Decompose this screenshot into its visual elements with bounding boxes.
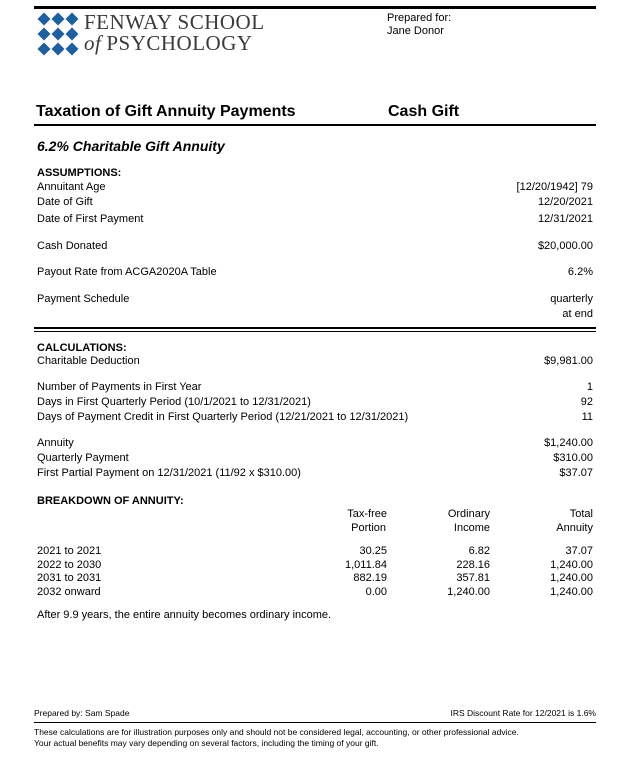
- section-rule-bottom: [34, 331, 596, 332]
- disclaimer-line1: These calculations are for illustration purposes only and should not be considered legal, accounting, or other professional advice.: [34, 727, 519, 737]
- partial-value: $37.07: [559, 467, 593, 479]
- date-of-gift-value: 12/20/2021: [537, 196, 593, 208]
- breakdown-ordinary: 228.16: [456, 558, 490, 571]
- breakdown-total: 1,240.00: [550, 558, 593, 571]
- logo-line1: FENWAY SCHOOL: [84, 10, 265, 34]
- calculations-heading: CALCULATIONS:: [37, 342, 127, 354]
- breakdown-ordinary: 6.82: [468, 545, 490, 557]
- breakdown-ordinary: 1,240.00: [447, 585, 490, 598]
- breakdown-ordinary: 357.81: [456, 572, 490, 584]
- prepared-for-label: Prepared for:: [387, 12, 452, 24]
- disclaimer-line2: Your actual benefits may vary depending on several factors, including the timing of your gift.: [34, 738, 379, 748]
- payout-rate-label: Payout Rate from ACGA2020A Table: [37, 266, 217, 278]
- breakdown-taxfree: 0.00: [365, 585, 387, 598]
- col-total-header1: Total: [569, 508, 593, 520]
- irs-discount-rate: IRS Discount Rate for 12/2021 is 1.6%: [450, 708, 596, 718]
- prepared-for-name: Jane Donor: [387, 25, 444, 37]
- prepared-by: Prepared by: Sam Spade: [34, 708, 130, 718]
- breakdown-note: After 9.9 years, the entire annuity becomes ordinary income.: [37, 609, 332, 621]
- num-payments-label: Number of Payments in First Year: [37, 381, 202, 393]
- num-payments-value: 1: [586, 381, 593, 393]
- breakdown-taxfree: 882.19: [353, 572, 387, 584]
- cash-donated-label: Cash Donated: [37, 240, 108, 252]
- logo-diamonds-icon: [34, 11, 84, 57]
- quarterly-value: $310.00: [553, 452, 593, 464]
- breakdown-total: 37.07: [565, 545, 593, 557]
- breakdown-total: 1,240.00: [550, 585, 593, 598]
- breakdown-period: 2021 to 2021: [37, 545, 102, 557]
- breakdown-period: 2032 onward: [37, 585, 101, 598]
- payment-schedule-label: Payment Schedule: [37, 293, 130, 305]
- breakdown-taxfree: 1,011.84: [344, 558, 387, 571]
- annuity-subtitle: 6.2% Charitable Gift Annuity: [37, 138, 225, 154]
- prepared-for: [387, 12, 451, 38]
- days-credit-label: Days of Payment Credit in First Quarterly Period (12/21/2021 to 12/31/2021): [37, 411, 409, 423]
- days-first-label: Days in First Quarterly Period (10/1/2021 to 12/31/2021): [37, 396, 311, 408]
- breakdown-period: 2031 to 2031: [37, 572, 102, 584]
- quarterly-label: Quarterly Payment: [37, 452, 129, 464]
- col-taxfree-header1: Tax-free: [347, 508, 387, 520]
- breakdown-period: 2022 to 2030: [37, 558, 102, 571]
- top-rule: [34, 6, 596, 9]
- assumptions-heading: ASSUMPTIONS:: [37, 167, 122, 179]
- breakdown-total: 1,240.00: [550, 572, 593, 584]
- annuity-label: Annuity: [37, 437, 74, 449]
- logo-line2: [84, 31, 253, 56]
- col-taxfree-header2: Portion: [351, 522, 386, 534]
- cash-donated-value: $20,000.00: [537, 240, 593, 252]
- col-total-header2: Annuity: [556, 522, 593, 534]
- annuitant-age-label: Annuitant Age: [37, 181, 106, 193]
- gift-type: Cash Gift: [388, 103, 460, 120]
- annuitant-age-value: [12/20/1942] 79: [516, 181, 593, 193]
- partial-label: First Partial Payment on 12/31/2021 (11/92 x $310.00): [37, 467, 301, 479]
- annuity-value: $1,240.00: [544, 437, 593, 449]
- payment-schedule-value2: at end: [562, 308, 593, 320]
- days-first-value: 92: [580, 396, 593, 408]
- page-title: Taxation of Gift Annuity Payments: [36, 103, 296, 120]
- footer-rule: [34, 722, 596, 723]
- deduction-label: Charitable Deduction: [37, 355, 140, 367]
- payment-schedule-value1: quarterly: [550, 293, 593, 305]
- days-credit-value: 11: [581, 411, 593, 423]
- breakdown-heading: BREAKDOWN OF ANNUITY:: [37, 495, 184, 507]
- first-payment-value: 12/31/2021: [537, 213, 593, 225]
- payout-rate-value: 6.2%: [567, 266, 593, 278]
- col-ordinary-header1: Ordinary: [447, 508, 490, 520]
- logo-of: of: [84, 31, 102, 55]
- title-rule: [34, 124, 596, 126]
- deduction-value: $9,981.00: [544, 355, 593, 367]
- logo-psychology: PSYCHOLOGY: [106, 31, 253, 55]
- breakdown-taxfree: 30.25: [359, 545, 387, 557]
- col-ordinary-header2: Income: [453, 522, 490, 534]
- date-of-gift-label: Date of Gift: [37, 196, 93, 208]
- first-payment-label: Date of First Payment: [37, 213, 144, 225]
- section-rule-top: [34, 327, 596, 329]
